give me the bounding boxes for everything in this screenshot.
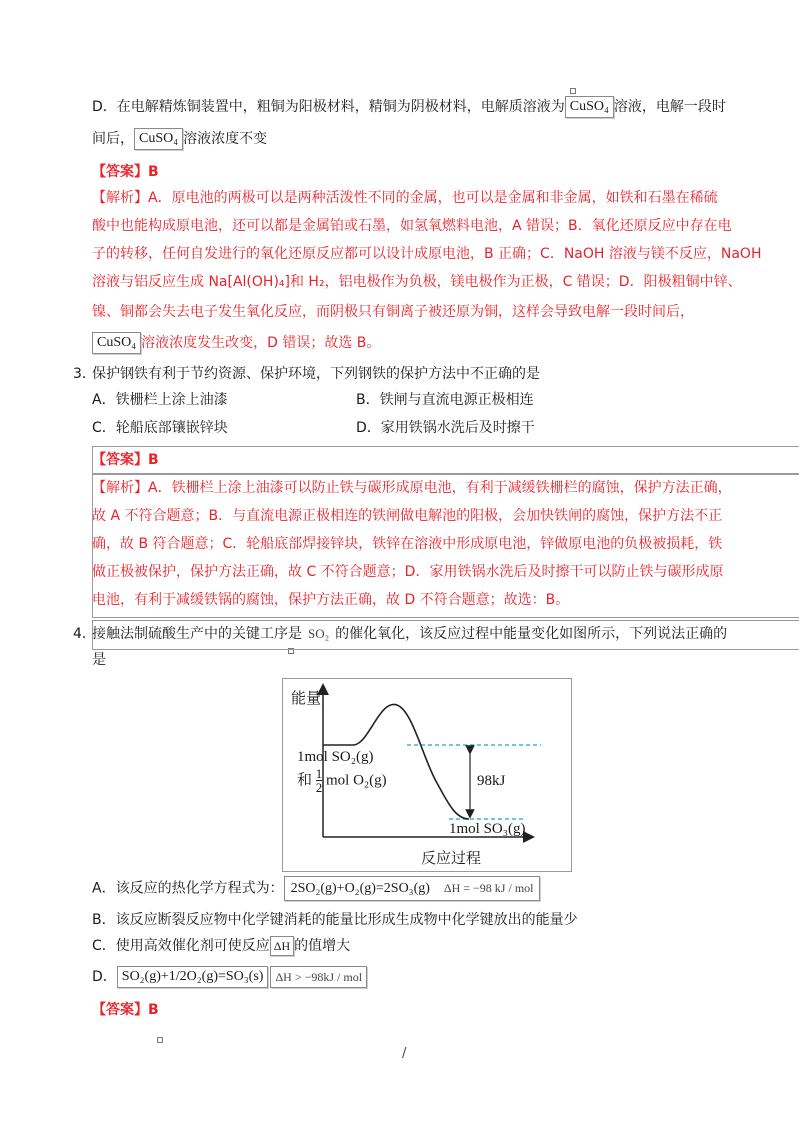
anchor-marker xyxy=(157,1037,163,1043)
cuso4-formula: CuSO₄ xyxy=(134,128,183,150)
q3-analysis-line: 【解析】A．铁栅栏上涂上油漆可以防止铁与碳形成原电池，有利于减缓铁栅栏的腐蚀，保护方法正确， xyxy=(92,480,732,496)
q2-analysis-line: 镍、铜都会失去电子发生氧化反应，而阴极只有铜离子被还原为铜，这样会导致电解一段时间后， xyxy=(92,304,694,320)
equation-a-formula: 2SO₂(g)+O₂(g)=2SO₃(g) xyxy=(290,881,430,896)
q3-answer: 【答案】B xyxy=(92,452,159,468)
q3-option-b: B．铁闸与直流电源正极相连 xyxy=(356,392,534,408)
fraction-num: 1 xyxy=(315,766,323,781)
q4-number: 4． xyxy=(73,626,96,642)
reactant-label-2 xyxy=(297,767,387,794)
q4-option-d-text: D． xyxy=(92,969,117,985)
q4-option-a-text: A．该反应的热化学方程式为： xyxy=(92,880,284,897)
fraction-den: 2 xyxy=(315,780,323,795)
q2-analysis-last-text: 溶液浓度发生改变，D 错误；故选 B。 xyxy=(141,335,381,351)
q3-option-c: C．轮船底部镶嵌锌块 xyxy=(92,420,228,436)
q4-stem-text-2: 的催化氧化，该反应过程中能量变化如图所示，下列说法正确的 xyxy=(335,626,728,642)
q4-answer: 【答案】B xyxy=(92,1002,159,1018)
q2-option-d-text: D．在电解精炼铜装置中，粗铜为阳极材料，精铜为阴极材料，电解质溶液为 xyxy=(92,99,565,115)
q3-option-a: A．铁栅栏上涂上油漆 xyxy=(92,392,228,408)
reactant-o2: mol O₂(g) xyxy=(326,772,387,789)
q4-option-b: B．该反应断裂反应物中化学键消耗的能量比形成生成物中化学键放出的能量少 xyxy=(92,912,578,928)
anchor-marker xyxy=(570,88,576,94)
fraction xyxy=(316,767,323,794)
q3-answer-frame xyxy=(92,446,799,474)
q2-analysis-line: 酸中也能构成原电池，还可以都是金属铂或石墨，如氢氧燃料电池，A 错误；B．氧化还原反应中存在电 xyxy=(92,218,732,234)
q2-option-d-text-2: 溶液，电解一段时 xyxy=(613,99,726,115)
thermo-equation-a xyxy=(284,876,541,901)
q2-option-d-line2 xyxy=(92,128,267,150)
q3-option-d: D．家用铁锅水洗后及时擦干 xyxy=(356,420,535,436)
equation-a-dh: ΔH = −98 kJ / mol xyxy=(443,881,534,895)
q4-stem-line1 xyxy=(92,624,727,644)
q3-analysis-line: 做正极被保护，保护方法正确，故 C 不符合题意；D．家用铁锅水洗后及时擦干可以防止铁与碳形成原 xyxy=(92,564,724,580)
reactant-label-1: 1mol SO₂(g) xyxy=(297,749,374,765)
q3-stem: 保护钢铁有利于节约资源、保护环境，下列钢铁的保护方法中不正确的是 xyxy=(92,366,540,382)
energy-diff-label: 98kJ xyxy=(477,773,506,789)
delta-h-formula: ΔH xyxy=(270,936,294,956)
q4-option-c-text-2: 的值增大 xyxy=(294,938,351,954)
so2-formula: SO₂ xyxy=(308,626,330,641)
q2-answer: 【答案】B xyxy=(92,164,159,180)
q4-option-d xyxy=(92,966,367,988)
q2-option-d-text-3: 间后， xyxy=(92,131,134,147)
q2-option-d-line1 xyxy=(92,96,726,118)
page-mark: / xyxy=(402,1046,407,1061)
q3-number: 3． xyxy=(73,366,96,382)
q2-analysis-line: 子的转移，任何自发进行的氧化还原反应都可以设计成原电池，B 正确；C．NaOH 溶液与镁不反应，NaOH xyxy=(92,246,762,262)
energy-diagram xyxy=(282,678,572,872)
thermo-equation-d: SO₂(g)+1/2O₂(g)=SO₃(s) xyxy=(117,966,269,988)
equation-d-dh: ΔH > −98kJ / mol xyxy=(270,966,367,988)
q2-analysis-last xyxy=(92,332,380,354)
q4-option-c-text: C．使用高效催化剂可使反应 xyxy=(92,938,270,954)
q4-option-c xyxy=(92,936,350,956)
cuso4-formula: CuSO₄ xyxy=(565,96,614,118)
cuso4-formula: CuSO₄ xyxy=(92,332,141,354)
q4-option-a xyxy=(92,876,540,901)
q2-analysis-line: 溶液与铝反应生成 Na[Al(OH)₄]和 H₂，铝电极作为负极，镁电极作为正极，C 错误；D．阳极粗铜中锌、 xyxy=(92,274,742,290)
q2-analysis-line: 【解析】A．原电池的两极可以是两种活泼性不同的金属，也可以是金属和非金属，如铁和石墨在稀硫 xyxy=(92,190,718,206)
q3-analysis-line: 电池，有利于减缓铁锅的腐蚀，保护方法正确，故 D 不符合题意；故选：B。 xyxy=(92,592,570,608)
q3-analysis-line: 确，故 B 符合题意；C．轮船底部焊接锌块，铁锌在溶液中形成原电池，锌做原电池的负极被损耗，铁 xyxy=(92,536,723,552)
y-axis-label: 能量 xyxy=(291,689,322,707)
q3-analysis-line: 故 A 不符合题意；B．与直流电源正极相连的铁闸做电解池的阳极，会加快铁闸的腐蚀，保护方法不正 xyxy=(92,508,723,524)
q4-stem-text: 接触法制硫酸生产中的关键工序是 xyxy=(92,626,302,642)
product-label: 1mol SO₃(g) xyxy=(449,821,526,837)
q2-option-d-text-4: 溶液浓度不变 xyxy=(183,131,268,147)
x-axis-label: 反应过程 xyxy=(421,849,482,867)
q4-stem-line2: 是 xyxy=(92,652,106,668)
reactant-and: 和 xyxy=(297,772,313,789)
